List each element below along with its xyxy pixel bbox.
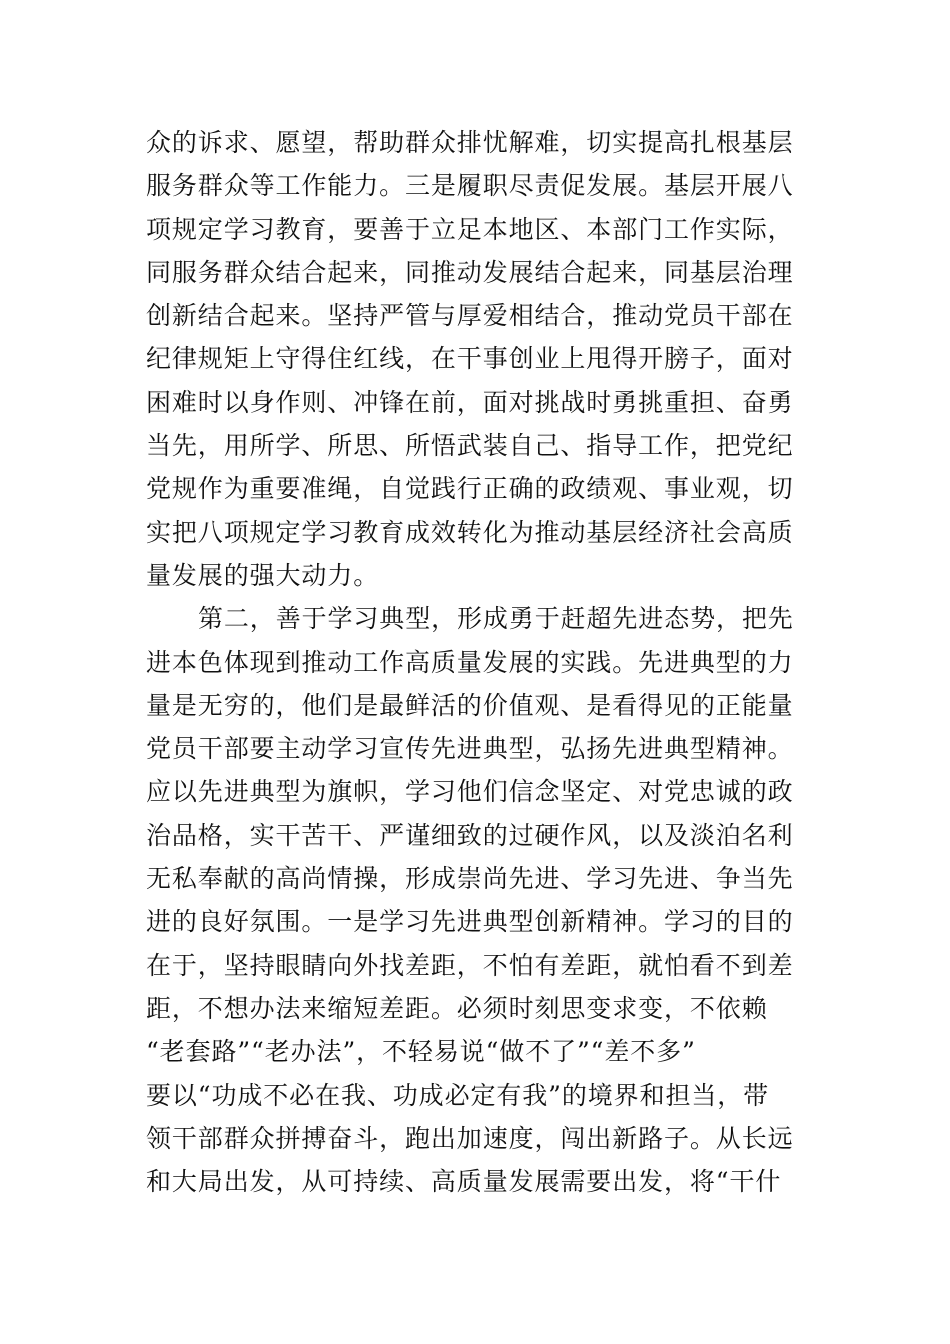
text-line: 进本色体现到推动工作高质量发展的实践。先进典型的力 (146, 647, 794, 677)
text-line: 要以“功成不必在我、功成必定有我”的境界和担当，带 (146, 1080, 770, 1110)
text-line: 困难时以身作则、冲锋在前，面对挑战时勇挑重担、奋勇 (146, 387, 794, 417)
text-line: 距，不想办法来缩短差距。必须时刻思变求变，不依赖 (146, 993, 768, 1023)
text-line: 同服务群众结合起来，同推动发展结合起来，同基层治理 (146, 257, 794, 287)
text-line: 党规作为重要准绳，自觉践行正确的政绩观、事业观，切 (146, 474, 794, 504)
text-line: 纪律规矩上守得住红线，在干事创业上甩得开膀子，面对 (146, 344, 794, 374)
text-line: 实把八项规定学习教育成效转化为推动基层经济社会高质 (146, 517, 794, 547)
document-body (146, 121, 808, 1203)
text-line: 应以先进典型为旗帜，学习他们信念坚定、对党忠诚的政 (146, 777, 794, 807)
text-line: 当先，用所学、所思、所悟武装自己、指导工作，把党纪 (146, 431, 794, 461)
paragraph-start-line: 第二，善于学习典型，形成勇于赶超先进态势，把先 (198, 604, 794, 634)
text-line: 领干部群众拼搏奋斗，跑出加速度，闯出新路子。从长远 (146, 1123, 794, 1153)
text-line: 党员干部要主动学习宣传先进典型，弘扬先进典型精神。 (146, 734, 794, 764)
text-line: 量是无穷的，他们是最鲜活的价值观、是看得见的正能量 (146, 690, 794, 720)
text-line: 和大局出发，从可持续、高质量发展需要出发，将“干什 (146, 1167, 782, 1197)
text-line: 创新结合起来。坚持严管与厚爱相结合，推动党员干部在 (146, 301, 794, 331)
text-line: 众的诉求、愿望，帮助群众排忧解难，切实提高扎根基层 (146, 128, 794, 157)
text-line: 服务群众等工作能力。三是履职尽责促发展。基层开展八 (146, 171, 794, 201)
text-line: 量发展的强大动力。 (146, 560, 380, 590)
text-line: 项规定学习教育，要善于立足本地区、本部门工作实际， (146, 214, 794, 244)
text-line: “老套路”“老办法”，不轻易说“做不了”“差不多” (146, 1037, 696, 1067)
text-line: 治品格，实干苦干、严谨细致的过硬作风，以及淡泊名利 (146, 820, 794, 850)
text-line: 在于，坚持眼睛向外找差距，不怕有差距，就怕看不到差 (146, 950, 794, 980)
text-line: 进的良好氛围。一是学习先进典型创新精神。学习的目的 (146, 907, 794, 937)
text-line: 无私奉献的高尚情操，形成崇尚先进、学习先进、争当先 (146, 864, 794, 894)
